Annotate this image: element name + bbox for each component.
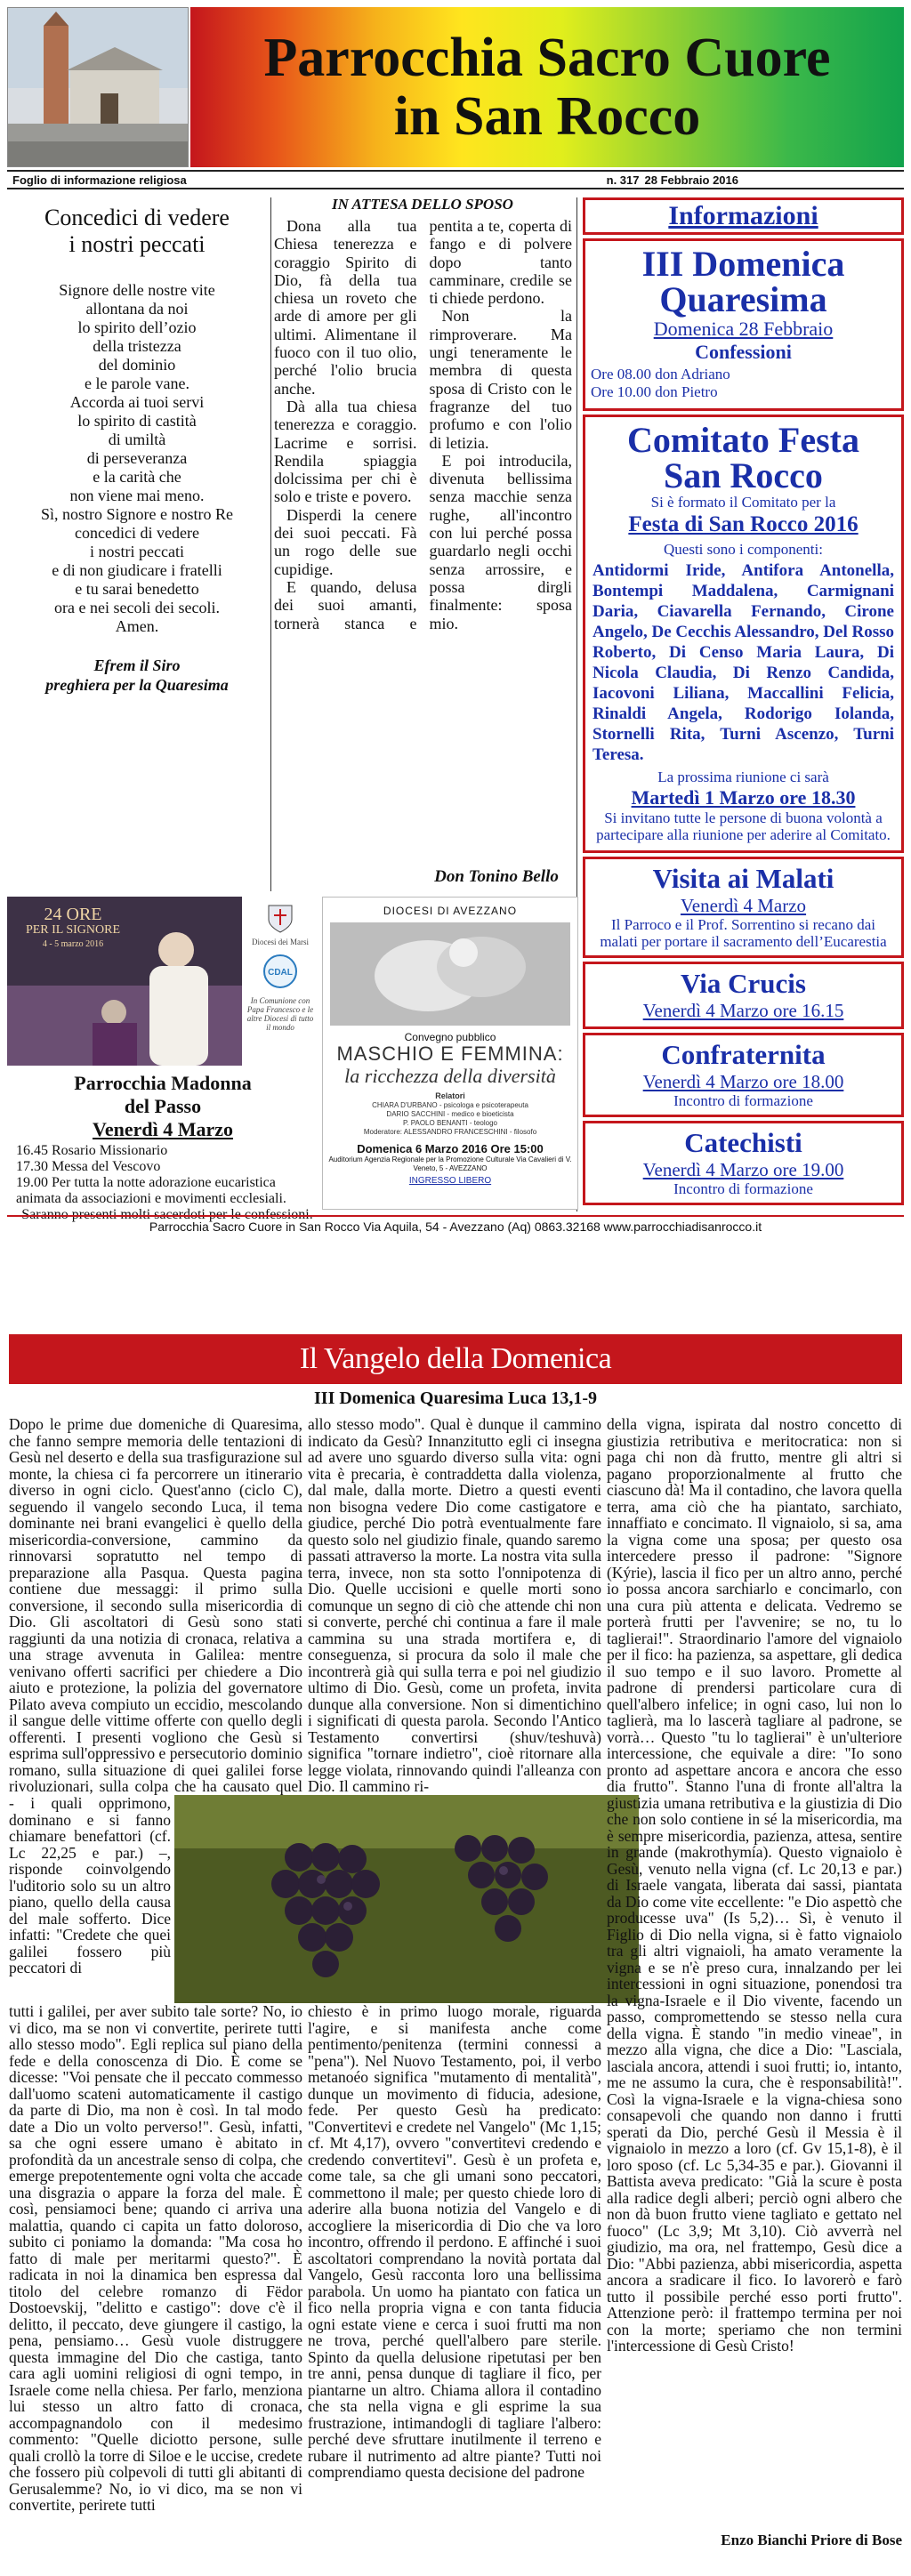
catechisti-box [583, 1121, 904, 1205]
lent-date: Domenica 28 Febbraio [653, 318, 834, 340]
poem-lines [7, 281, 267, 636]
article-paragraph: Dona alla tua Chiesa tenerezza e coraggio Spirito di Dio, fà della tua chiesa un roveto che arde di amore per gli ultimi. Alimentane il fuoco con il tuo olio, perché l'olio brucia anche. [274, 217, 417, 398]
madonna-date: Venerdì 4 Marzo [92, 1118, 234, 1140]
madonna-item: 17.30 Messa del Vescovo [16, 1159, 161, 1174]
poem-line: e tu sarai benedetto [75, 580, 199, 598]
poster-title-line1: MASCHIO E FEMMINA: [336, 1042, 564, 1065]
poem-line: e di non giudicare i fratelli [52, 561, 222, 579]
gospel-column-1-cont: tutti i galilei, per aver subito tale sorte? No, io vi dico, ma se non vi convertite, perirete tutti allo stesso modo". Egli replica sul piano della fede e della conoscenza di Dio. È come se dicesse: "Voi pensate che il peccato commesso dall'uomo scateni automaticamente il castigo da parte di Dio, ma non è così. In tal modo date a Dio un volto perverso!". Gesù, infatti, sa che ogni essere umano è abitato in profondità da un ancestrale senso di colpa, che emerge prepotentemente ogni volta che accade una disgrazia o appare la forza del male. È così, pensiamoci bene; quando ci arriva una malattia, quando ci capita un fatto doloroso, subito ci poniamo la domanda: "Ma cosa ho fatto di male per meritarmi questo?". È radicata in noi la dinamica ben espressa dal titolo del celebre romanzo di Fëdor Dostoevskij, "delitto e castigo": dove c'è il delitto, il peccato, deve giungere il castigo, la pena, pensiamo… Gesù vuole distruggere questa immagine del Dio che castiga, tanto cara agli uomini religiosi di ogni tempo, in Israele come nella chiesa. Per farlo, menziona lui stesso un altro fatto di cronaca, accompagnandolo con il medesimo commento: "Quelle diciotto persone, sulle quali crollò la torre di Siloe e le uccise, credete che fossero più colpevoli di tutti gli abitanti di Gerusalemme? No, io vi dico, ma se non vi convertite, perirete tutti [9, 2003, 302, 2514]
info-heading: Informazioni [668, 201, 818, 230]
poem [7, 197, 267, 694]
poster-speaker: P. PAOLO BENANTI - teologo [403, 1119, 497, 1127]
column-divider [270, 197, 271, 891]
poem-source: preghiera per la Quaresima [45, 676, 229, 694]
poem-line: Amen. [115, 617, 159, 635]
gospel-signature: Enzo Bianchi Priore di Bose [721, 2532, 902, 2548]
poem-line: non viene mai meno. [69, 487, 205, 504]
madonna-title-line2: del Passo [124, 1095, 202, 1117]
grapes-photo [174, 1795, 639, 2003]
lent-title-line2: Quaresima [659, 279, 827, 319]
cat-note: Incontro di formazione [673, 1180, 813, 1197]
poster-speaker: DARIO SACCHINI - medico e bioeticista [386, 1110, 514, 1118]
gospel-subtitle: III Domenica Quaresima Luca 13,1-9 [314, 1389, 597, 1408]
sculpture-image-icon [330, 922, 570, 1026]
poem-line: e le parole vane. [85, 374, 189, 392]
committee-intro: Si è formato il Comitato per la [650, 494, 836, 511]
confraternita-box [583, 1033, 904, 1117]
masthead [190, 7, 904, 167]
committee-box [583, 415, 904, 853]
madonna-item: Saranno presenti molti sacerdoti per le confessioni. [21, 1207, 313, 1222]
poem-line: del dominio [98, 356, 176, 374]
poster-date: Domenica 6 Marzo 2016 Ore 15:00 [357, 1142, 544, 1155]
poem-line: i nostri peccati [90, 543, 184, 560]
committee-festa: Festa di San Rocco 2016 [628, 512, 859, 536]
footer: Parrocchia Sacro Cuore in San Rocco Via Aquila, 54 - Avezzano (Aq) 0863.32168 www.parrocchiadisanrocco.it [7, 1215, 904, 1236]
sick-visit-box [583, 857, 904, 958]
poster-diocese-side [242, 897, 318, 1066]
confr-title: Confraternita [661, 1039, 826, 1070]
gospel-column-1-wrap: - i quali opprimono, dominano e si fanno chiamare benefattori (cf. Lc 22,25 e par.) –, risponde coinvolgendo l'uditorio solo su un altro piano, quello della causa del male sofferto. Dice infatti: "Credete che quei galilei fossero più peccatori di [9, 1795, 171, 1976]
crucis-title: Via Crucis [681, 968, 806, 999]
poem-title-line2: i nostri peccati [69, 231, 206, 257]
poster-24-ore [7, 897, 242, 1066]
poster-24-title-line1: 24 ORE [44, 905, 102, 924]
issue-date: 28 Febbraio 2016 [644, 173, 738, 187]
conference-poster [322, 897, 578, 1210]
madonna-title-line1: Parrocchia Madonna [74, 1072, 252, 1094]
poster-title-line2: la ricchezza della diversità [344, 1065, 556, 1087]
poem-line: Sì, nostro Signore e nostro Re [41, 505, 233, 523]
issue-number: n. 317 [606, 173, 640, 187]
article-paragraph: E poi introducila, divenuta bellissima senza macchie senza rughe, all'incontro con lui perché possa guardarlo negli occhi senza arrossire, e possa dirgli finalmente: sposa mio. [429, 451, 572, 632]
poem-line: lo spirito dell’ozio [77, 318, 197, 336]
sick-title: Visita ai Malati [652, 863, 834, 894]
poem-title-line1: Concedici di vedere [44, 205, 230, 230]
info-column [583, 197, 904, 1197]
poem-signature [7, 656, 267, 695]
poem-line: lo spirito di castità [77, 412, 197, 430]
cdal-logo-icon [262, 954, 298, 989]
article-body [274, 217, 572, 865]
poster-24-title-line2: PER IL SIGNORE [25, 923, 121, 937]
committee-title-line2: San Rocco [664, 455, 823, 495]
gospel-column-3: della vigna, ispirata dal nostro concetto di giustizia retributiva e meritocratica: non si paga chi non dà frutto, mentre gli altri si pagano proporzionalmente al frutto che ciascuno dà! Ma il contadino, che lavora quella terra, ama ciò che ha piantato, sarchiato, innaffiato e concimato. Il vignaiolo, si sa, ama la vigna come una sposa; per questo osa intercedere presso il padrone: "Signore (Kýrie), lascia il fico per un altro anno, perché io possa ancora sarchiarlo e concimarlo, con una cura più attenta e delicata. Vedremo se porterà frutti per l'avvenire; se no, tu lo taglierai!". Straordinario l'amore del vignaiolo per il fico: ha pazienza, sa aspettare, gli dedica il suo tempo e il suo lavoro. Promette al padrone di prendersi particolare cura di quell'albero infelice; in ogni caso, lui non lo taglierà, ma lo lascerà tagliare al padrone, se vorrà… Questo "tu lo taglierai" è un'ulteriore intercessione, che equivale a dire: "Io sono pronto ad aspettare ancora e ancora che esso dia frutto". Stanno l'una di fronte all'altra la giustizia umana retributiva e la giustizia di Dio che non solo contiene in sé la misericordia, ma è sempre misericordia, pazienza, attesa, sentire in grande (makrothymía). Questo vignaiolo è Gesù, venuto nella vigna (cf. Lc 20,13 e par.) di Israele vangata, liberata dai sassi, piantata da Dio come vite eccellente: "e Dio aspettò che producesse uva" (Is 5,2)… Sì, è venuto il Figlio di Dio nella vigna, si è fatto vignaiolo tra gli altri vignaioli, ha amato veramente la vigna e se n'è preso cura, innalzando per lei intercessioni in ogni situazione, ponendosi tra la vigna-Israele e il Dio vivente, facendo un passo, compromettendo se stesso nella cura della vigna. È stando "in medio vineae", in mezzo alla vigna, che dice a Dio: "Lasciala, lasciala ancora, attendi i suoi frutti; io, intanto, me ne assumo la cura, che è responsabilità!". Così la vigna-Israele e la vigna-chiesa sono consapevoli che quando non danno i frutti sperati da Dio, perché Gesù il Messia è il vignaiolo in mezzo a loro (cf. Gv 15,1-8), è il loro sposo (cf. Lc 5,34-35 e par.). Giovanni il Battista aveva predicato: "Già la scure è posta alla radice degli alberi; perciò ogni albero che non dà buon frutto viene tagliato e gettato nel fuoco" (Lc 3,9; Mt 3,10). Ciò avverrà nel giudizio, ma ora, nel frattempo, Gesù dice a Dio: "Abbi pazienza, abbi misericordia, aspetta ancora a sradicare il fico. Io lavorerò e farò tutto il possibile perché esso porti frutto". Attenzione però: il frattempo termina per noi con la morte; speriamo che non termini l'intercessione di Gesù Cristo! [607, 1416, 902, 2355]
sick-note: Il Parroco e il Prof. Sorrentino si recano dai malati per portare il sacramento dell’Eucarestia [600, 916, 887, 950]
gospel-column-1: Dopo le prime due domeniche di Quaresima, che fanno sempre memoria delle tentazioni di Gesù nel deserto e della sua trasfigurazione sul monte, la chiesa ci fa percorrere un itinerario diverso in ogni ciclo. Quest'anno (ciclo C), seguendo il vangelo secondo Luca, il tema dominante nei brani evangelici è quello della misericordia-conversione, cammino da rinnovarsi sopratutto nel tempo di preparazione alla Pasqua. Questa pagina contiene due messaggi: il primo sulla conversione, il secondo sulla misericordia di Dio. Gli ascoltatori di Gesù sono stati raggiunti da una notizia di cronaca, relativa a una strage avvenuta in Galilea: mentre venivano offerti sacrifici per chiedere a Dio aiuto e protezione, la polizia del governatore Pilato aveva compiuto un eccidio, mescolando il sangue delle vittime offerte con quello degli offerenti. I presenti vogliono che Gesù si esprima sull'oppressivo e persecutorio dominio romano, sulla situazione di quei galilei forse rivoluzionari, sulla colpa che ha causato quel [9, 1416, 302, 1795]
confr-note: Incontro di formazione [673, 1092, 813, 1109]
crucis-date: Venerdì 4 Marzo ore 16.15 [642, 1000, 844, 1021]
poster-place: Auditorium Agenzia Regionale per la Promozione Culturale Via Cavalieri di V. Veneto, 5 - AVEZZANO [328, 1155, 572, 1172]
poem-line: allontana da noi [85, 300, 189, 318]
gospel-column-2: allo stesso modo". Qual è dunque il cammino indicato da Gesù? Innanzitutto egli ci insegna ad avere uno sguardo diverso sulla vita: ogni vita è precaria, è contraddetta dalla violenza, dal male, dalla morte. Dietro a questi eventi non bisogna vedere Dio come castigatore e giudice, perché Dio potrà eventualmente fare questo solo nel giudizio finale, quando saremo passati attraverso la morte. La nostra vita sulla terra, invece, non sta sotto l'onnipotenza di Dio. Quelle uccisioni e quelle morti sono comunque un segno di ciò che attende chi non si converte, perché chi continua a fare il male cammina su una strada mortifera e, di conseguenza, si procura da solo il male che incontrerà già qui sulla terra e poi nel giudizio ultimo di Dio. Gesù, come un profeta, invita dunque alla conversione. Non si dimentichino i significati di questa parola. Secondo l'Antico Testamento convertirsi (shuv/teshuvà) significa "tornare indietro", cioè ritornare alla legge violata, rinnovando quindi l'alleanza con Dio. Il cammino ri- [308, 1416, 601, 1795]
sick-date: Venerdì 4 Marzo [680, 895, 807, 916]
cat-title: Catechisti [684, 1127, 802, 1158]
lent-times [591, 366, 896, 401]
poem-line: Accorda ai tuoi servi [69, 393, 205, 411]
article-paragraph: Dà alla tua chiesa tenerezza e coraggio. Lacrime e sorrisi. Rendila spiaggia dolcissima per chi è solo e triste e povero. [274, 397, 417, 506]
article-author: Don Tonino Bello [434, 867, 559, 886]
article-title: IN ATTESA DELLO SPOSO [332, 196, 513, 213]
poster-diocese-header: DIOCESI DI AVEZZANO [383, 905, 518, 917]
committee-members: Antidormi Iride, Antifora Antonella, Bontempi Maddalena, Carmignani Daria, Ciavarella Fernando, Cirone Angelo, De Cecchis Alessandro, Del Rosso Roberto, Di Censo Maria Laura, Di Nicola Claudia, Di Renzo Candida, Iacovoni Liliana, Maccallini Felicia, Rinaldi Angela, Rodorigo Iolanda, Stornelli Rita, Turni Ascenzo, Turni Teresa. [593, 561, 895, 764]
poster-24-dates: 4 - 5 marzo 2016 [42, 939, 104, 949]
via-crucis-box [583, 962, 904, 1029]
poster-speakers [323, 1091, 577, 1137]
poem-line: concedici di vedere [75, 524, 199, 542]
committee-title-line1: Comitato Festa [626, 420, 860, 460]
poem-line: ora e nei secoli dei secoli. [54, 599, 220, 616]
diocese-crest-icon [267, 904, 294, 934]
article-paragraph: Disperdi la cenere dei suoi peccati. Fà un rogo delle sue cupidige. [274, 505, 417, 578]
poster-24-note: In Comunione con Papa Francesco e le altre Diocesi di tutto il mondo [246, 996, 314, 1032]
issue-info [607, 173, 738, 187]
madonna-del-passo [7, 1072, 318, 1222]
poem-line: Signore delle nostre vite [59, 281, 215, 299]
masthead-subbar [7, 170, 904, 189]
poem-line: e la carità che [93, 468, 181, 486]
poster-convegno: Convegno pubblico [404, 1031, 496, 1043]
gospel-column-2-cont: chiesto è in primo luogo morale, riguarda l'agire, e si manifesta anche come pentimento/penitenza (termini connessi a "pena"). Nel Nuovo Testamento, poi, il verbo metanoéo significa "mutamento di mentalità", dunque un movimento di fiducia, adesione, fede. Per questo Gesù ha predicato: "Convertitevi e credete nel Vangelo" (Mc 1,15; cf. Mt 4,17), ovvero "convertitevi credendo e credendo convertitevi". Gesù è un profeta e, come tale, sa che gli umani sono peccatori, commettono il male; per questo chiede loro di aderire alla buona notizia del Vangelo e di accogliere la misericordia di Dio che va loro incontro, offrendo il perdono. E affinché i suoi ascoltatori comprendano la novità portata dal Vangelo, Gesù racconta loro una bellissima parabola. Un uomo ha piantato con fatica un fico nella propria vigna e con tanta fiducia ogni estate viene e cerca i suoi frutti ma non ne trova, perché quell'albero pare sterile. Spinto da quella delusione ripetutasi per ben tre anni, pensa dunque di tagliare il fico, per piantarne un altro. Chiama allora il contadino che sta nella vigna e gli esprime la sua frustrazione, intimandogli di tagliare l'albero: perché deve sfruttare inutilmente il terreno e rubare il nutrimento ad altre piante? Tutti noi comprendiamo questa decisione del padrone [308, 2003, 601, 2481]
madonna-item: 19.00 Per tutta la notte adorazione eucaristica animata da associazioni e movimenti ecclesiali. [16, 1175, 286, 1206]
lent-title-line1: III Domenica [641, 244, 845, 284]
poem-line: di perseveranza [86, 449, 188, 467]
madonna-item: 16.45 Rosario Missionario [16, 1143, 168, 1158]
grapes-image-icon [174, 1795, 639, 2003]
poem-author: Efrem il Siro [93, 656, 181, 674]
poem-line: della tristezza [93, 337, 181, 355]
poster-entry: INGRESSO LIBERO [408, 1176, 492, 1186]
svg-text:CDAL: CDAL [268, 968, 293, 978]
committee-invite: Si invitano tutte le persone di buona volontà a partecipare alla riunione per aderire al Comitato. [596, 809, 891, 843]
church-image-icon [8, 8, 189, 167]
poem-title [7, 205, 267, 258]
sculpture-photo [330, 922, 570, 1026]
gospel-banner: Il Vangelo della Domenica [9, 1334, 902, 1384]
lent-box [583, 238, 904, 411]
poster-24-title [20, 906, 126, 952]
lent-time: Ore 08.00 don Adriano [591, 366, 730, 382]
article-paragraph: Non la rimproverare. Ma ungi teneramente le membra di questa sposa di Cristo con le fragranze del tuo profumo e con l'olio di letizia. [429, 307, 572, 452]
article-paragraph: E quando, delusa dei suoi amanti, tornerà stanca e pentita a te, coperta di fango e di polvere dopo tanto camminare, credile se ti chiede perdono. [274, 217, 572, 632]
poster-moderator: Moderatore: ALESSANDRO FRANCESCHINI - filosofo [363, 1128, 537, 1136]
subtitle: Foglio di informazione religiosa [12, 173, 187, 187]
masthead-title-line1: Parrocchia Sacro Cuore [263, 28, 831, 88]
lent-time: Ore 10.00 don Pietro [591, 383, 718, 400]
poster-speaker: CHIARA D'URBANO - psicologa e psicoterapeuta [372, 1101, 528, 1109]
poem-line: di umiltà [108, 431, 166, 448]
poster-speakers-label: Relatori [435, 1091, 465, 1100]
committee-meet-date: Martedì 1 Marzo ore 18.30 [631, 786, 856, 809]
masthead-title-line2: in San Rocco [393, 86, 701, 147]
cat-date: Venerdì 4 Marzo ore 19.00 [642, 1159, 844, 1180]
info-heading-box [583, 197, 904, 235]
diocese-name: Diocesi dei Marsi [252, 938, 309, 946]
confr-date: Venerdì 4 Marzo ore 18.00 [642, 1071, 844, 1092]
committee-members-intro: Questi sono i componenti: [664, 541, 823, 558]
committee-meet-intro: La prossima riunione ci sarà [657, 769, 829, 785]
church-photo [7, 7, 189, 167]
lent-sub: Confessioni [695, 341, 792, 363]
